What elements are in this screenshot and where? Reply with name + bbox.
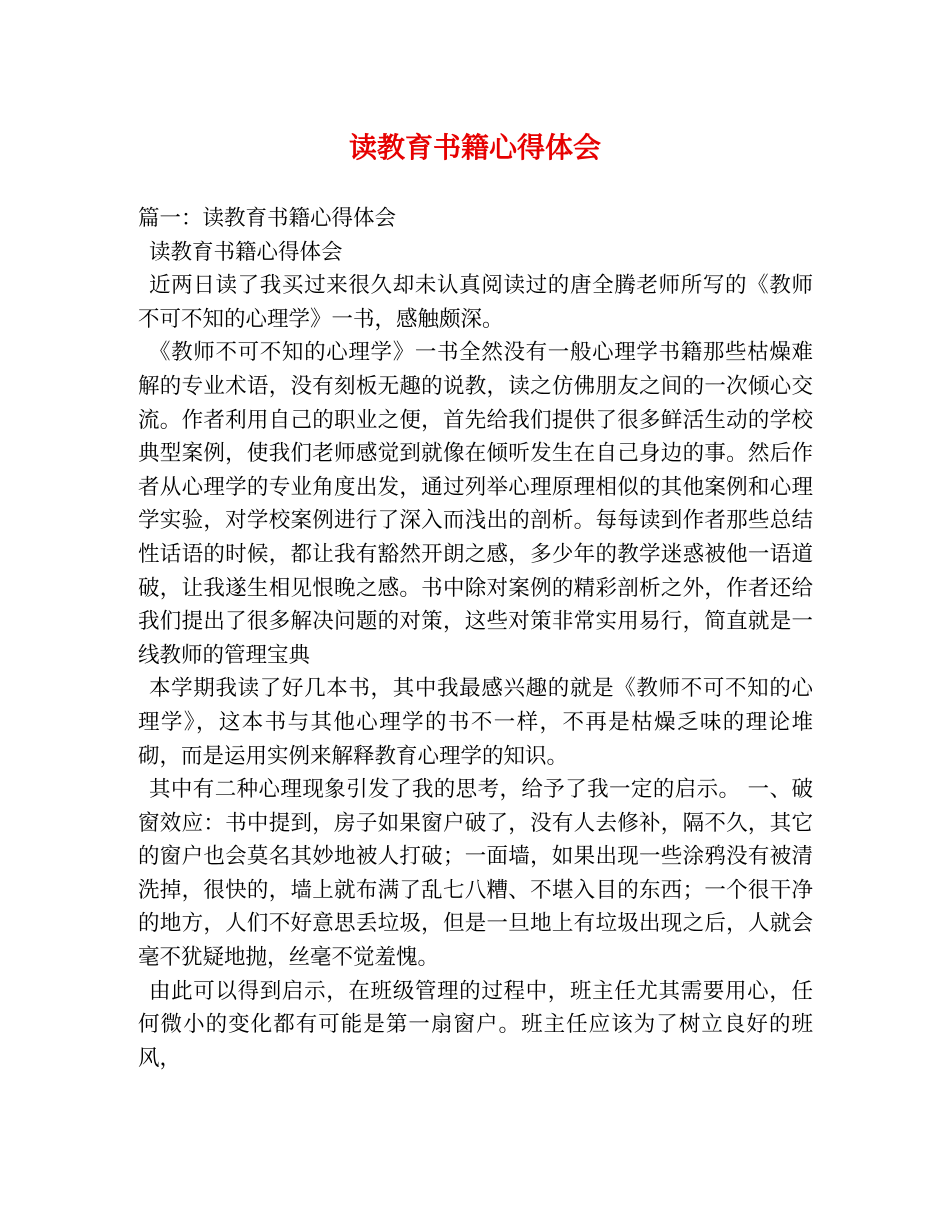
document-body: [138, 202, 813, 1075]
paragraph: 其中有二种心理现象引发了我的思考，给予了我一定的启示。 一、破窗效应：书中提到，房子如果窗户破了，没有人去修补，隔不久，其它的窗户也会莫名其妙地被人打破；一面墙，如果出现一些涂鸦没有被清洗掉，很快的，墙上就布满了乱七八糟、不堪入目的东西；一个很干净的地方，人们不好意思丢垃圾，但是一旦地上有垃圾出现之后，人就会毫不犹疑地抛，丝毫不觉羞愧。: [138, 777, 813, 971]
paragraph: 近两日读了我买过来很久却未认真阅读过的唐全腾老师所写的《教师不可不知的心理学》一书，感触颇深。: [138, 273, 813, 332]
paragraph: 由此可以得到启示，在班级管理的过程中，班主任尤其需要用心，任何微小的变化都有可能是第一扇窗户。班主任应该为了树立良好的班风，: [138, 978, 813, 1071]
document-title: 读教育书籍心得体会: [348, 131, 601, 164]
paragraph: 本学期我读了好几本书，其中我最感兴趣的就是《教师不可不知的心理学》，这本书与其他心理学的书不一样，不再是枯燥乏味的理论堆砌，而是运用实例来解释教育心理学的知识。: [138, 676, 813, 769]
subheading: 读教育书籍心得体会: [149, 239, 343, 265]
paragraph: 《教师不可不知的心理学》一书全然没有一般心理学书籍那些枯燥难解的专业术语，没有刻板无趣的说教，读之仿佛朋友之间的一次倾心交流。作者利用自己的职业之便，首先给我们提供了很多鲜活生动的学校典型案例，使我们老师感觉到就像在倾听发生在自己身边的事。然后作者从心理学的专业角度出发，通过列举心理原理相似的其他案例和心理学实验，对学校案例进行了深入而浅出的剖析。每每读到作者那些总结性话语的时候，都让我有豁然开朗之感，多少年的教学迷惑被他一语道破，让我遂生相见恨晚之感。书中除对案例的精彩剖析之外，作者还给我们提出了很多解决问题的对策，这些对策非常实用易行，简直就是一线教师的管理宝典: [138, 340, 813, 668]
section-heading: 篇一：读教育书籍心得体会: [138, 206, 397, 231]
